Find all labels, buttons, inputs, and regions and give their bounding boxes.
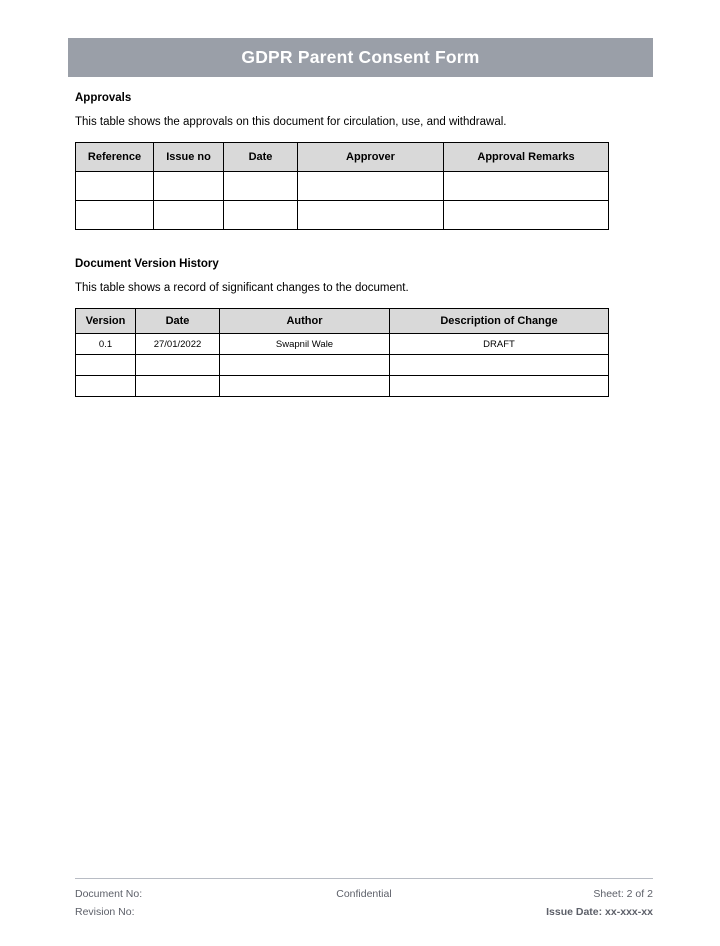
column-header-author: Author (220, 309, 390, 334)
page-footer (75, 878, 653, 921)
column-header-date: Date (224, 143, 298, 172)
cell-version[interactable] (76, 355, 136, 376)
cell-description-of-change[interactable]: DRAFT (390, 334, 609, 355)
approvals-heading: Approvals (75, 92, 132, 104)
cell-version[interactable]: 0.1 (76, 334, 136, 355)
cell-author[interactable] (220, 355, 390, 376)
version-history-table (75, 308, 609, 397)
footer-revision-no: Revision No: (75, 906, 135, 918)
column-header-approver: Approver (298, 143, 444, 172)
page-title: GDPR Parent Consent Form (241, 47, 480, 67)
cell-reference[interactable] (76, 172, 154, 201)
version-history-description: This table shows a record of significant changes to the document. (75, 282, 409, 294)
cell-author[interactable] (220, 376, 390, 397)
column-header-description-of-change: Description of Change (390, 309, 609, 334)
table-row (76, 201, 609, 230)
version-history-section (75, 258, 635, 397)
footer-confidential: Confidential (336, 888, 392, 900)
column-header-issue-no: Issue no (154, 143, 224, 172)
column-header-approval-remarks: Approval Remarks (444, 143, 609, 172)
footer-row-bottom (75, 903, 653, 921)
cell-version[interactable] (76, 376, 136, 397)
cell-date[interactable] (224, 201, 298, 230)
footer-document-no: Document No: (75, 888, 143, 900)
section-spacer (75, 230, 635, 258)
column-header-version: Version (76, 309, 136, 334)
document-content (75, 92, 635, 397)
cell-author[interactable]: Swapnil Wale (220, 334, 390, 355)
footer-divider (75, 878, 653, 879)
cell-approval-remarks[interactable] (444, 201, 609, 230)
cell-description-of-change[interactable] (390, 376, 609, 397)
table-header-row (76, 309, 609, 334)
footer-issue-date: Issue Date: xx-xxx-xx (546, 906, 653, 918)
footer-row-top (75, 885, 653, 903)
cell-approver[interactable] (298, 201, 444, 230)
approvals-table (75, 142, 609, 230)
table-row (76, 334, 609, 355)
cell-approver[interactable] (298, 172, 444, 201)
column-header-date: Date (136, 309, 220, 334)
cell-date[interactable] (136, 376, 220, 397)
footer-sheet: Sheet: 2 of 2 (593, 888, 653, 900)
column-header-reference: Reference (76, 143, 154, 172)
approvals-section (75, 92, 635, 230)
cell-date[interactable] (136, 355, 220, 376)
footer-center-empty (268, 903, 461, 921)
cell-description-of-change[interactable] (390, 355, 609, 376)
cell-issue-no[interactable] (154, 201, 224, 230)
document-title-banner (68, 38, 653, 77)
cell-approval-remarks[interactable] (444, 172, 609, 201)
table-row (76, 376, 609, 397)
table-row (76, 172, 609, 201)
cell-date[interactable] (224, 172, 298, 201)
table-header-row (76, 143, 609, 172)
version-history-heading: Document Version History (75, 258, 219, 270)
cell-issue-no[interactable] (154, 172, 224, 201)
cell-date[interactable]: 27/01/2022 (136, 334, 220, 355)
table-row (76, 355, 609, 376)
approvals-description: This table shows the approvals on this document for circulation, use, and withdrawal. (75, 116, 507, 128)
cell-reference[interactable] (76, 201, 154, 230)
